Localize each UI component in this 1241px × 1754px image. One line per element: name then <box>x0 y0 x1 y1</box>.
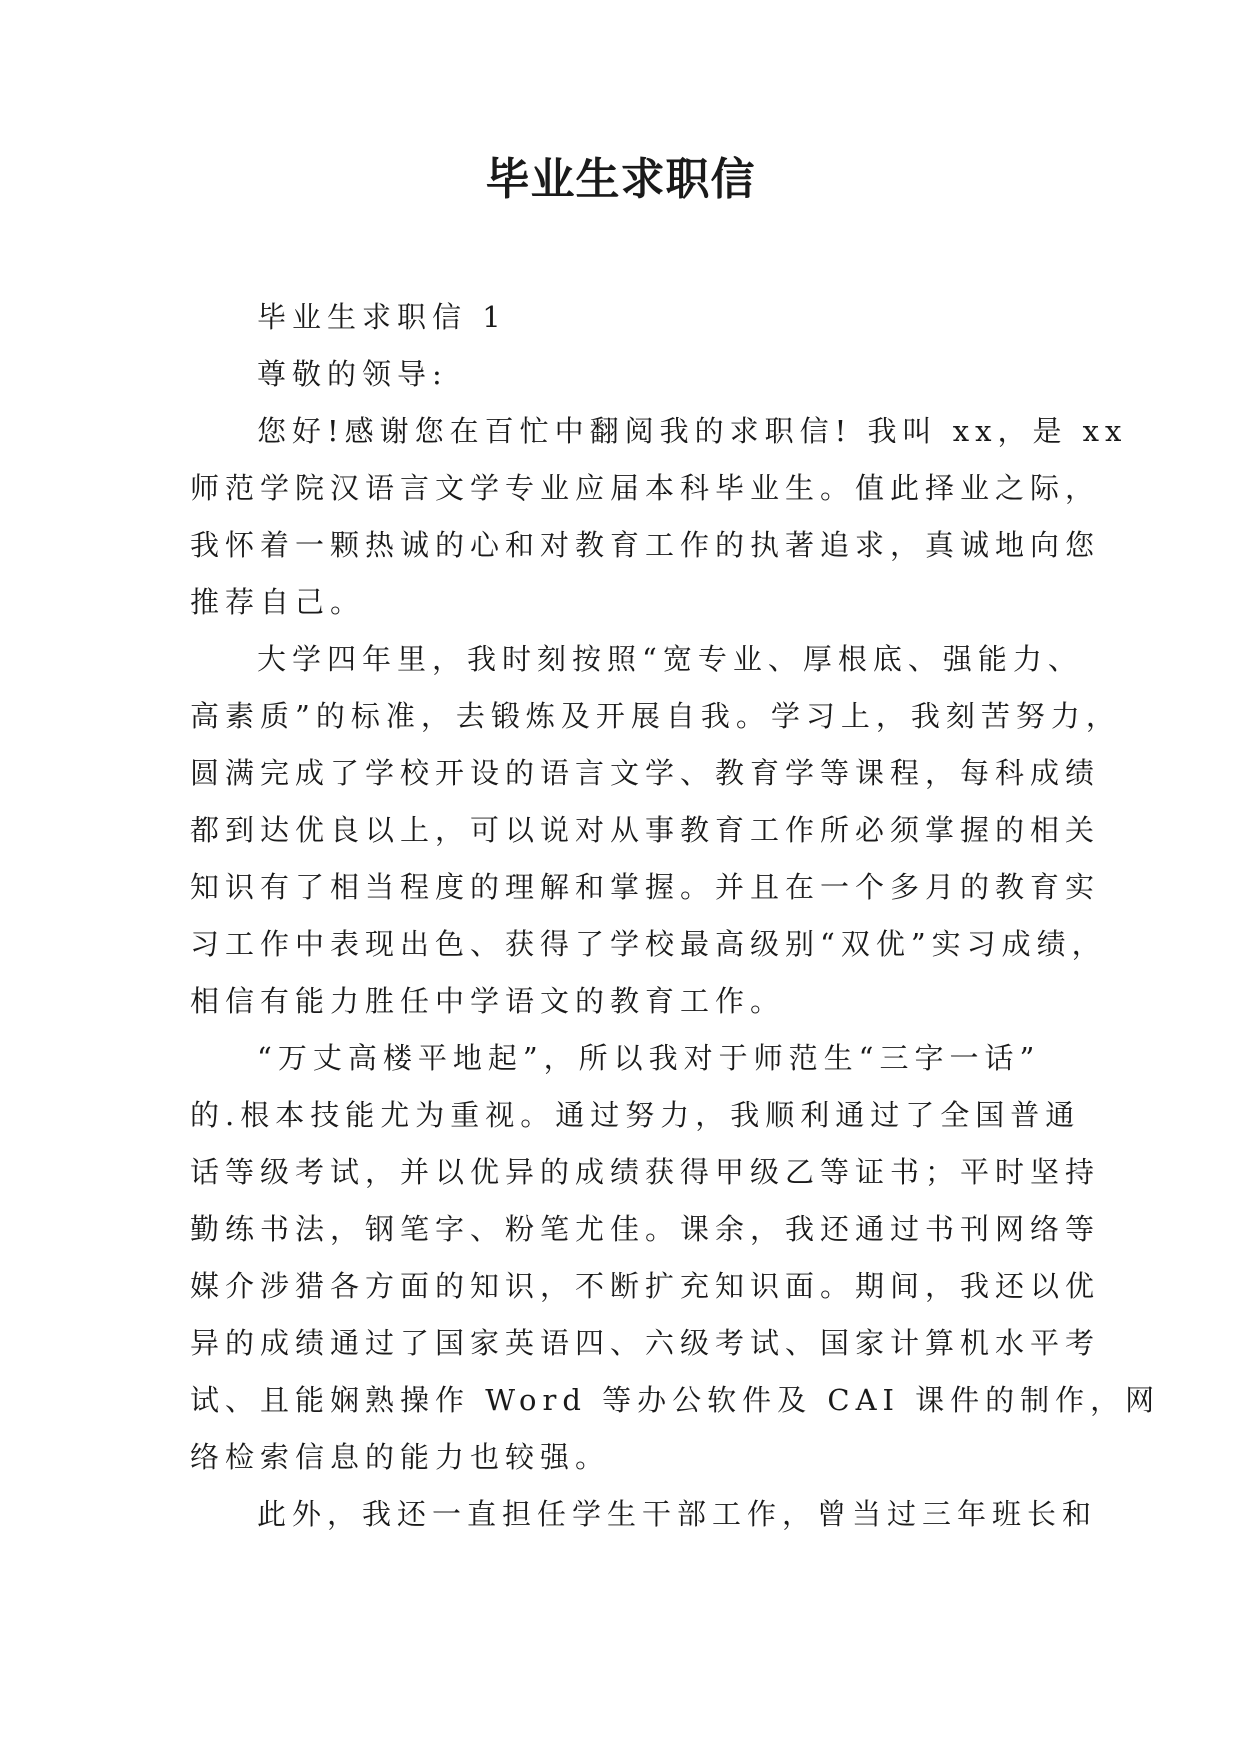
text-line: 尊敬的领导: <box>257 357 448 391</box>
text-line: 推荐自己。 <box>190 585 366 619</box>
letter-body <box>190 289 1161 1543</box>
text-line: “万丈高楼平地起”，所以我对于师范生“三字一话” <box>257 1041 1041 1075</box>
text-line: 试、且能娴熟操作 Word 等办公软件及 CAI 课件的制作，网 <box>190 1383 1161 1417</box>
text-line: 此外，我还一直担任学生干部工作，曾当过三年班长和 <box>257 1497 1098 1531</box>
text-line: 高素质”的标准，去锻炼及开展自我。学习上，我刻苦努力， <box>190 699 1121 733</box>
text-line: 我怀着一颗热诚的心和对教育工作的执著追求，真诚地向您 <box>190 528 1101 562</box>
text-line: 习工作中表现出色、获得了学校最高级别“双优”实习成绩， <box>190 927 1107 961</box>
text-line: 毕业生求职信 1 <box>257 300 507 334</box>
document-title: 毕业生求职信 <box>485 154 756 205</box>
text-line: 您好!感谢您在百忙中翻阅我的求职信! 我叫 xx，是 xx <box>257 414 1128 448</box>
text-line: 异的成绩通过了国家英语四、六级考试、国家计算机水平考 <box>190 1326 1101 1360</box>
text-line: 络检索信息的能力也较强。 <box>190 1440 611 1474</box>
text-line: 圆满完成了学校开设的语言文学、教育学等课程，每科成绩 <box>190 756 1101 790</box>
text-line: 话等级考试，并以优异的成绩获得甲级乙等证书；平时坚持 <box>190 1155 1101 1189</box>
text-line: 相信有能力胜任中学语文的教育工作。 <box>190 984 786 1018</box>
text-line: 大学四年里，我时刻按照“宽专业、厚根底、强能力、 <box>257 642 1083 676</box>
text-line: 媒介涉猎各方面的知识，不断扩充知识面。期间，我还以优 <box>190 1269 1101 1303</box>
text-line: 勤练书法，钢笔字、粉笔尤佳。课余，我还通过书刊网络等 <box>190 1212 1101 1246</box>
text-line: 的.根本技能尤为重视。通过努力，我顺利通过了全国普通 <box>190 1098 1081 1132</box>
text-line: 知识有了相当程度的理解和掌握。并且在一个多月的教育实 <box>190 870 1101 904</box>
text-line: 都到达优良以上，可以说对从事教育工作所必须掌握的相关 <box>190 813 1101 847</box>
text-line: 师范学院汉语言文学专业应届本科毕业生。值此择业之际， <box>190 471 1101 505</box>
